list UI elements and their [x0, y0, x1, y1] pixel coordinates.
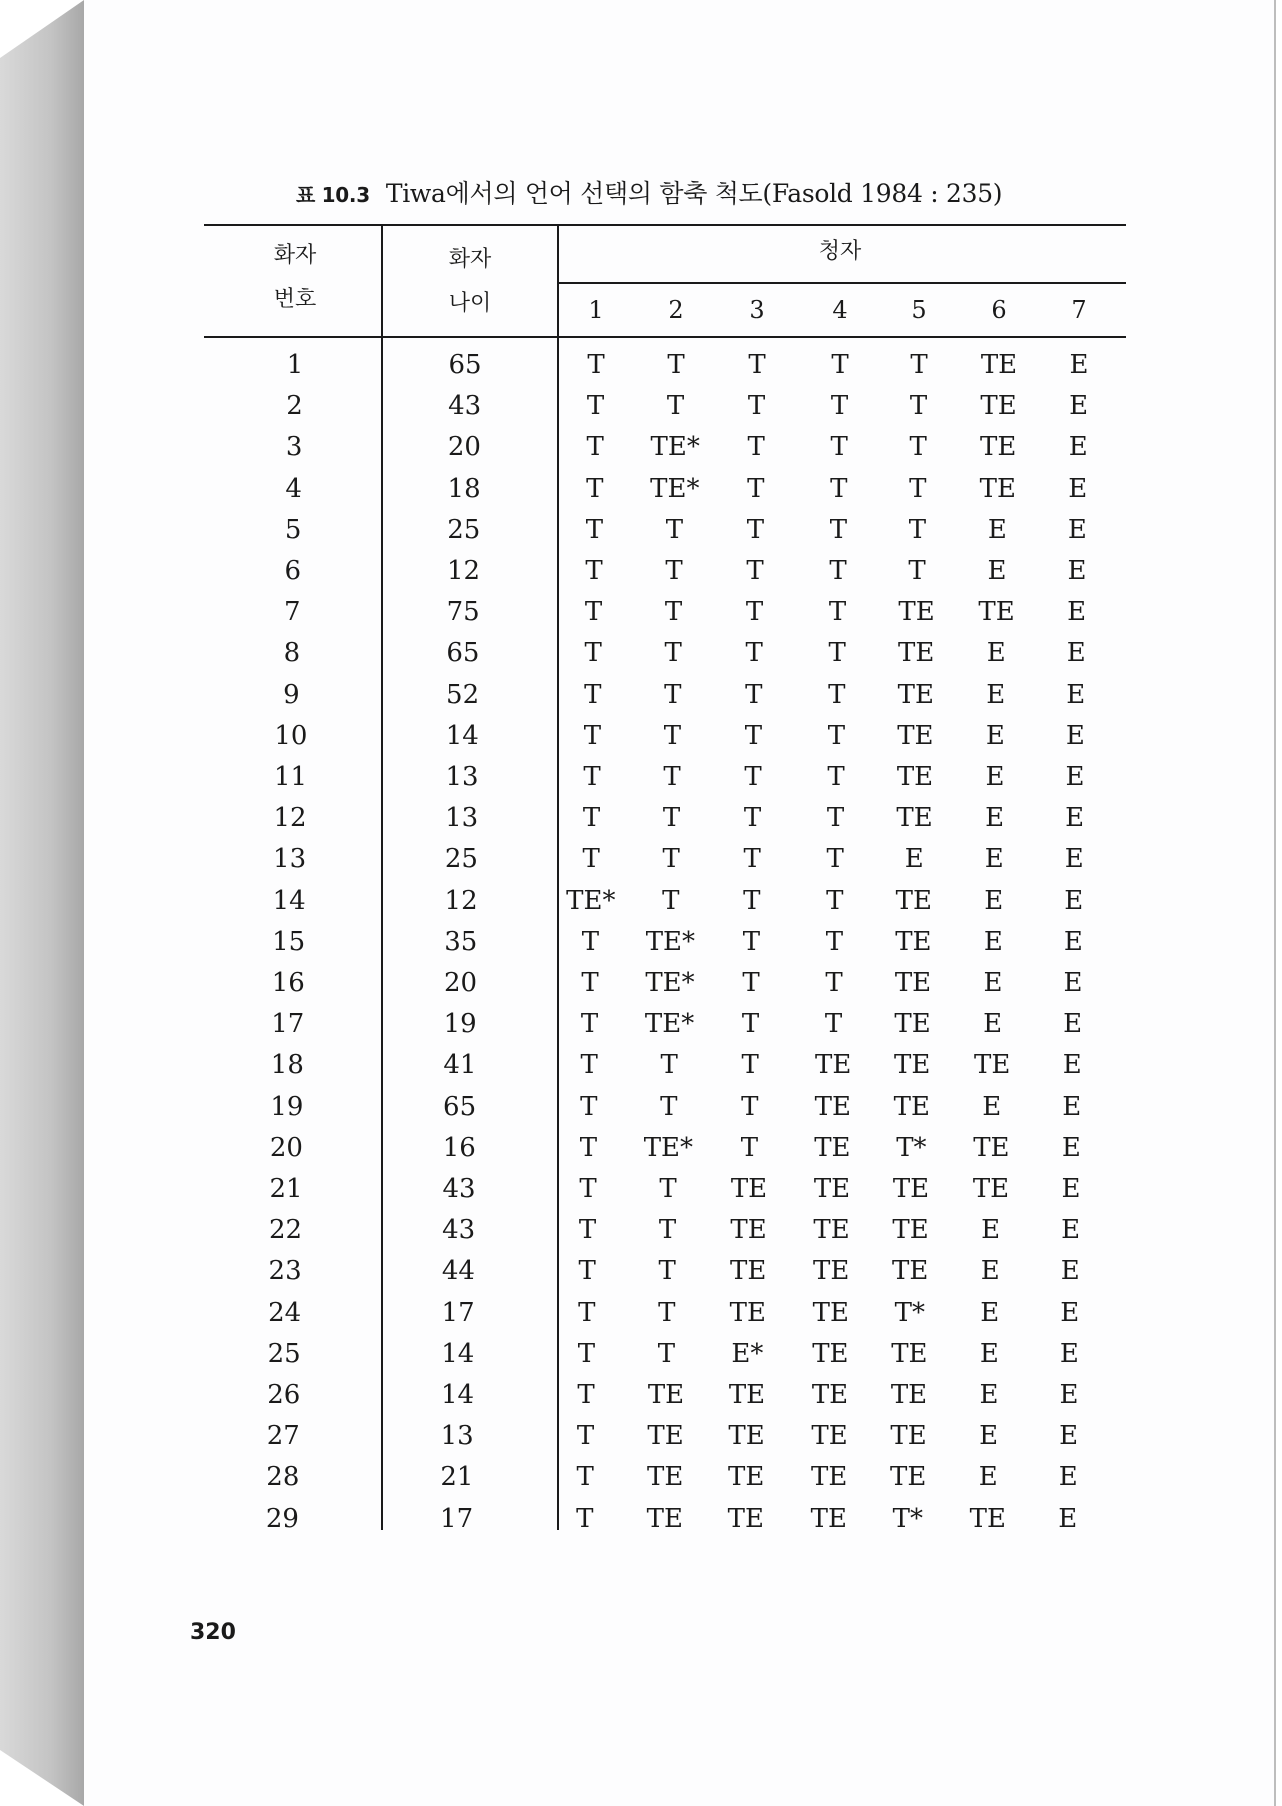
listener-1-cell: T	[582, 803, 601, 834]
speaker-age-cell: 20	[447, 432, 481, 463]
speaker-number-cell: 9	[283, 679, 300, 710]
listener-6-cell: E	[985, 720, 1005, 751]
listener-7-cell: E	[1063, 926, 1083, 957]
listener-2-cell: T	[657, 1338, 676, 1369]
listener-2-cell: T	[658, 1256, 676, 1287]
listener-4-cell: T	[827, 762, 845, 792]
listener-1-cell: TE*	[566, 885, 616, 916]
listener-1-cell: T	[576, 1421, 595, 1452]
listener-3-cell: TE	[728, 1380, 766, 1410]
header-listener-5: 5	[911, 296, 927, 324]
speaker-number-cell: 20	[269, 1132, 303, 1163]
listener-7-cell: E	[1067, 597, 1087, 628]
listener-7-cell: E	[1064, 844, 1084, 875]
listener-3-cell: E*	[731, 1338, 764, 1369]
listener-3-cell: T	[745, 679, 763, 710]
listener-6-cell: E	[983, 926, 1003, 957]
listener-5-cell: TE	[898, 597, 935, 628]
listener-3-cell: T	[740, 1132, 759, 1163]
listener-3-cell: T	[741, 1009, 760, 1040]
speaker-age-cell: 52	[446, 679, 480, 710]
listener-3-cell: T	[742, 926, 761, 957]
listener-3-cell: T	[747, 473, 765, 504]
speaker-number-cell: 23	[268, 1256, 302, 1287]
speaker-number-cell: 27	[266, 1421, 300, 1452]
listener-5-cell: TE	[895, 926, 932, 957]
listener-3-cell: T	[741, 1050, 759, 1081]
listener-5-cell: T	[908, 556, 926, 586]
listener-5-cell: T	[910, 350, 928, 380]
header-line: 번호	[273, 287, 317, 312]
listener-4-cell: TE	[810, 1503, 847, 1534]
speaker-age-cell: 14	[440, 1380, 475, 1410]
speaker-number-cell: 13	[273, 844, 307, 875]
listener-4-cell: TE	[813, 1256, 850, 1287]
listener-7-cell: E	[1065, 803, 1085, 834]
listener-3-cell: T	[745, 638, 763, 669]
speaker-number-cell: 1	[286, 350, 304, 380]
listener-6-cell: TE	[979, 473, 1016, 504]
speaker-age-cell: 18	[447, 473, 481, 504]
speaker-age-cell: 65	[446, 638, 480, 669]
speaker-number-cell: 16	[271, 968, 305, 998]
listener-5-cell: TE	[894, 1050, 931, 1081]
listener-7-cell: E	[1065, 762, 1085, 792]
listener-6-cell: E	[979, 1380, 999, 1410]
listener-3-cell: T	[743, 803, 762, 834]
listener-7-cell: E	[1059, 1380, 1079, 1410]
listener-2-cell: TE*	[645, 926, 696, 957]
speaker-age-cell: 14	[445, 720, 479, 751]
listener-3-cell: T	[745, 597, 764, 628]
speaker-age-cell: 17	[440, 1503, 474, 1534]
speaker-age-cell: 13	[440, 1421, 474, 1452]
listener-3-cell: T	[742, 968, 760, 998]
listener-1-cell: T	[581, 926, 600, 957]
listener-4-cell: T	[830, 391, 849, 422]
listener-6-cell: E	[983, 968, 1003, 998]
listener-3-cell: TE	[730, 1256, 767, 1287]
speaker-number-cell: 22	[269, 1215, 303, 1246]
speaker-age-cell: 35	[444, 926, 478, 957]
speaker-number-cell: 7	[284, 597, 301, 628]
listener-3-cell: TE	[730, 1174, 768, 1204]
listener-7-cell: E	[1066, 638, 1086, 669]
listener-5-cell: TE	[896, 762, 934, 792]
listener-1-cell: T	[578, 1256, 596, 1287]
listener-2-cell: T	[660, 1050, 678, 1081]
listener-5-cell: TE	[890, 1380, 928, 1410]
speaker-number-cell: 11	[273, 762, 308, 792]
listener-5-cell: TE	[892, 1174, 930, 1204]
speaker-number-cell: 21	[269, 1174, 303, 1204]
speaker-age-cell: 12	[446, 556, 481, 586]
speaker-number-cell: 10	[274, 720, 308, 751]
listener-4-cell: T	[827, 720, 846, 751]
listener-3-cell: TE	[727, 1503, 764, 1534]
header-mid-rule	[558, 282, 1126, 284]
speaker-age-cell: 20	[443, 968, 478, 998]
speaker-number-cell: 8	[283, 638, 301, 669]
speaker-age-cell: 14	[441, 1338, 475, 1369]
listener-2-cell: TE*	[650, 473, 700, 504]
listener-5-cell: TE	[893, 1091, 930, 1122]
listener-4-cell: TE	[815, 1050, 852, 1081]
listener-7-cell: E	[1068, 432, 1088, 463]
listener-5-cell: T	[909, 391, 928, 422]
listener-2-cell: TE*	[650, 432, 700, 463]
listener-6-cell: E	[984, 885, 1004, 916]
speaker-age-cell: 13	[445, 803, 479, 834]
listener-6-cell: E	[984, 844, 1004, 875]
listener-6-cell: E	[986, 679, 1006, 710]
header-listener-3: 3	[749, 296, 765, 324]
listener-1-cell: T	[580, 1009, 599, 1040]
listener-2-cell: T	[664, 597, 683, 628]
listener-2-cell: T	[664, 638, 682, 669]
listener-7-cell: E	[1064, 885, 1084, 916]
listener-6-cell: TE	[980, 391, 1017, 422]
listener-2-cell: T	[662, 803, 681, 834]
listener-3-cell: T	[743, 885, 761, 916]
listener-4-cell: TE	[813, 1215, 850, 1246]
speaker-age-cell: 44	[441, 1256, 475, 1287]
header-listener-2: 2	[668, 296, 684, 324]
listener-2-cell: TE	[647, 1462, 684, 1493]
listener-4-cell: T	[824, 1009, 843, 1040]
listener-4-cell: TE	[811, 1462, 848, 1493]
speaker-age-cell: 65	[443, 1091, 477, 1122]
listener-2-cell: TE*	[644, 1009, 695, 1040]
speaker-number-cell: 24	[268, 1297, 302, 1328]
listener-4-cell: T	[831, 350, 849, 380]
listener-7-cell: E	[1065, 720, 1085, 751]
listener-7-cell: E	[1061, 1174, 1081, 1204]
listener-4-cell: T	[830, 473, 848, 504]
speaker-age-cell: 13	[445, 762, 479, 792]
listener-6-cell: E	[986, 638, 1006, 669]
header-bottom-rule	[204, 336, 1126, 338]
listener-4-cell: T	[826, 844, 844, 875]
listener-4-cell: TE	[812, 1297, 849, 1328]
speaker-number-cell: 15	[272, 926, 306, 957]
table-top-rule	[204, 224, 1126, 226]
listener-3-cell: T	[744, 720, 763, 751]
listener-4-cell: TE	[814, 1091, 851, 1122]
listener-7-cell: E	[1058, 1503, 1078, 1534]
speaker-number-cell: 19	[270, 1091, 304, 1122]
listener-4-cell: T	[826, 885, 844, 916]
listener-1-cell: T	[578, 1297, 596, 1328]
table-caption	[296, 174, 1002, 210]
listener-5-cell: TE	[891, 1338, 928, 1369]
header-speaker-age	[420, 238, 520, 326]
listener-6-cell: E	[985, 762, 1005, 792]
listener-2-cell: T	[666, 391, 685, 422]
listener-1-cell: T	[577, 1338, 596, 1369]
listener-2-cell: T	[662, 885, 680, 916]
speaker-age-cell: 41	[443, 1050, 477, 1081]
listener-7-cell: E	[1066, 679, 1086, 710]
listener-1-cell: T	[584, 638, 602, 669]
listener-5-cell: TE	[892, 1215, 929, 1246]
listener-5-cell: TE	[896, 803, 933, 834]
listener-6-cell: TE	[980, 432, 1017, 463]
listener-7-cell: E	[1059, 1338, 1079, 1369]
listener-1-cell: T	[579, 1132, 598, 1163]
listener-4-cell: T	[825, 926, 844, 957]
listener-7-cell: E	[1058, 1462, 1078, 1493]
listener-4-cell: TE	[813, 1174, 851, 1204]
listener-4-cell: T	[828, 679, 846, 710]
listener-4-cell: TE	[814, 1132, 851, 1163]
listener-5-cell: TE	[890, 1462, 927, 1493]
listener-6-cell: E	[981, 1215, 1001, 1246]
header-listener-6: 6	[991, 296, 1007, 324]
speaker-age-cell: 19	[443, 1009, 477, 1040]
speaker-age-cell: 17	[441, 1297, 475, 1328]
listener-1-cell: T	[587, 350, 605, 380]
listener-1-cell: T	[576, 1462, 594, 1493]
listener-1-cell: T	[585, 556, 603, 586]
header-line: 나이	[448, 291, 492, 316]
listener-3-cell: TE	[730, 1215, 767, 1246]
speaker-number-cell: 2	[286, 391, 303, 422]
listener-2-cell: T	[664, 679, 682, 710]
listener-1-cell: T	[586, 432, 604, 463]
speaker-number-cell: 4	[285, 473, 302, 504]
speaker-age-cell: 43	[442, 1174, 476, 1204]
listener-7-cell: E	[1061, 1215, 1081, 1246]
listener-4-cell: T	[828, 597, 847, 628]
listener-3-cell: T	[748, 350, 766, 380]
listener-7-cell: E	[1059, 1421, 1079, 1452]
listener-6-cell: E	[979, 1421, 999, 1452]
book-spine-edge	[0, 0, 84, 1806]
listener-5-cell: T	[909, 432, 927, 463]
header-listener-1: 1	[588, 296, 604, 324]
speaker-number-cell: 6	[284, 556, 302, 586]
header-listener-4: 4	[832, 296, 848, 324]
header-speaker-number	[245, 234, 345, 322]
listener-7-cell: E	[1062, 1050, 1082, 1081]
listener-6-cell: E	[983, 1009, 1003, 1040]
page-number: 320	[190, 1620, 236, 1645]
listener-2-cell: T	[658, 1215, 677, 1246]
listener-3-cell: T	[746, 514, 765, 545]
listener-2-cell: T	[663, 720, 682, 751]
listener-1-cell: T	[584, 679, 602, 710]
listener-1-cell: T	[584, 597, 603, 628]
listener-4-cell: T	[828, 638, 846, 669]
listener-7-cell: E	[1067, 556, 1087, 586]
listener-7-cell: E	[1062, 1091, 1082, 1122]
listener-7-cell: E	[1069, 391, 1089, 422]
listener-6-cell: E	[980, 1297, 1000, 1328]
listener-4-cell: T	[829, 514, 848, 545]
listener-1-cell: T	[586, 473, 604, 504]
speaker-number-cell: 5	[284, 514, 302, 545]
listener-5-cell: TE	[897, 720, 934, 751]
listener-7-cell: E	[1060, 1256, 1080, 1287]
listener-5-cell: T	[909, 473, 927, 504]
listener-6-cell: TE	[969, 1503, 1006, 1534]
listener-6-cell: E	[978, 1462, 998, 1493]
listener-2-cell: T	[663, 762, 681, 792]
listener-7-cell: E	[1067, 514, 1087, 545]
listener-1-cell: T	[581, 968, 599, 998]
speaker-number-cell: 12	[273, 803, 307, 834]
listener-6-cell: E	[985, 803, 1005, 834]
listener-6-cell: TE	[973, 1132, 1010, 1163]
listener-2-cell: T	[667, 350, 685, 380]
table-title: Tiwa에서의 언어 선택의 함축 척도(Fasold 1984 : 235)	[385, 179, 1003, 208]
header-listener: 청자	[818, 239, 862, 264]
listener-7-cell: E	[1060, 1297, 1080, 1328]
speaker-age-cell: 43	[442, 1215, 476, 1246]
listener-3-cell: T	[747, 432, 765, 463]
listener-5-cell: T	[908, 514, 927, 545]
listener-1-cell: T	[583, 762, 601, 792]
listener-6-cell: E	[982, 1091, 1002, 1122]
listener-3-cell: T	[744, 762, 762, 792]
listener-2-cell: T	[665, 514, 684, 545]
speaker-number-cell: 26	[267, 1380, 301, 1410]
speaker-age-cell: 75	[446, 597, 480, 628]
listener-2-cell: T	[665, 556, 683, 586]
listener-4-cell: TE	[811, 1421, 848, 1452]
listener-2-cell: T	[658, 1297, 676, 1328]
listener-5-cell: TE	[892, 1256, 929, 1287]
listener-6-cell: E	[980, 1256, 1000, 1287]
listener-5-cell: TE	[898, 638, 935, 669]
header-line: 화자	[273, 243, 317, 268]
listener-1-cell: T	[586, 391, 605, 422]
speaker-number-cell: 28	[266, 1462, 300, 1493]
listener-4-cell: T	[826, 803, 845, 834]
speaker-age-cell: 43	[448, 391, 482, 422]
listener-1-cell: T	[582, 844, 600, 875]
listener-2-cell: TE*	[645, 968, 695, 998]
speaker-number-cell: 17	[271, 1009, 305, 1040]
listener-6-cell: TE	[980, 350, 1018, 380]
listener-3-cell: TE	[728, 1462, 765, 1493]
listener-1-cell: T	[585, 514, 604, 545]
listener-1-cell: T	[577, 1380, 595, 1410]
listener-1-cell: T	[579, 1174, 597, 1204]
listener-3-cell: T	[741, 1091, 759, 1122]
listener-4-cell: TE	[812, 1338, 849, 1369]
listener-5-cell: E	[904, 844, 924, 875]
listener-6-cell: TE	[978, 597, 1015, 628]
listener-2-cell: TE	[647, 1421, 684, 1452]
listener-2-cell: TE*	[643, 1132, 694, 1163]
listener-5-cell: T*	[894, 1297, 925, 1328]
listener-4-cell: T	[825, 968, 843, 998]
listener-2-cell: TE	[647, 1380, 685, 1410]
speaker-age-cell: 25	[447, 514, 481, 545]
column-divider-1	[381, 225, 383, 1530]
speaker-age-cell: 65	[448, 350, 482, 380]
listener-5-cell: TE	[895, 885, 932, 916]
speaker-number-cell: 3	[285, 432, 303, 463]
listener-6-cell: E	[987, 514, 1007, 545]
speaker-number-cell: 25	[267, 1338, 301, 1369]
listener-5-cell: TE	[890, 1421, 927, 1452]
speaker-number-cell: 14	[272, 885, 306, 916]
speaker-number-cell: 29	[265, 1503, 299, 1534]
speaker-age-cell: 16	[442, 1132, 476, 1163]
listener-4-cell: TE	[811, 1380, 849, 1410]
listener-2-cell: TE	[646, 1503, 683, 1534]
header-line: 화자	[448, 247, 492, 272]
listener-5-cell: TE	[894, 968, 932, 998]
listener-2-cell: T	[662, 844, 680, 875]
listener-2-cell: T	[659, 1174, 677, 1204]
listener-5-cell: TE	[894, 1009, 931, 1040]
listener-3-cell: TE	[728, 1421, 765, 1452]
listener-7-cell: E	[1061, 1132, 1081, 1163]
listener-1-cell: T	[578, 1215, 597, 1246]
listener-6-cell: E	[987, 556, 1007, 586]
listener-1-cell: T	[576, 1503, 594, 1534]
listener-3-cell: T	[747, 391, 766, 422]
header-listener-7: 7	[1071, 296, 1087, 324]
listener-5-cell: T*	[892, 1503, 923, 1534]
listener-5-cell: T*	[896, 1132, 927, 1163]
listener-1-cell: T	[580, 1050, 598, 1081]
listener-1-cell: T	[580, 1091, 598, 1122]
listener-7-cell: E	[1063, 1009, 1083, 1040]
speaker-number-cell: 18	[270, 1050, 304, 1081]
listener-6-cell: TE	[972, 1174, 1010, 1204]
listener-3-cell: T	[746, 556, 764, 586]
listener-7-cell: E	[1063, 968, 1083, 998]
speaker-age-cell: 21	[440, 1462, 474, 1493]
listener-4-cell: T	[830, 432, 848, 463]
listener-4-cell: T	[829, 556, 847, 586]
listener-3-cell: TE	[729, 1297, 766, 1328]
listener-2-cell: T	[660, 1091, 678, 1122]
listener-3-cell: T	[743, 844, 761, 875]
listener-7-cell: E	[1069, 350, 1089, 380]
listener-6-cell: E	[979, 1338, 999, 1369]
listener-7-cell: E	[1068, 473, 1088, 504]
speaker-age-cell: 12	[444, 885, 478, 916]
listener-1-cell: T	[583, 720, 602, 751]
speaker-age-cell: 25	[444, 844, 478, 875]
listener-6-cell: TE	[974, 1050, 1011, 1081]
listener-5-cell: TE	[897, 679, 934, 710]
table-number: 표 10.3	[296, 183, 370, 207]
